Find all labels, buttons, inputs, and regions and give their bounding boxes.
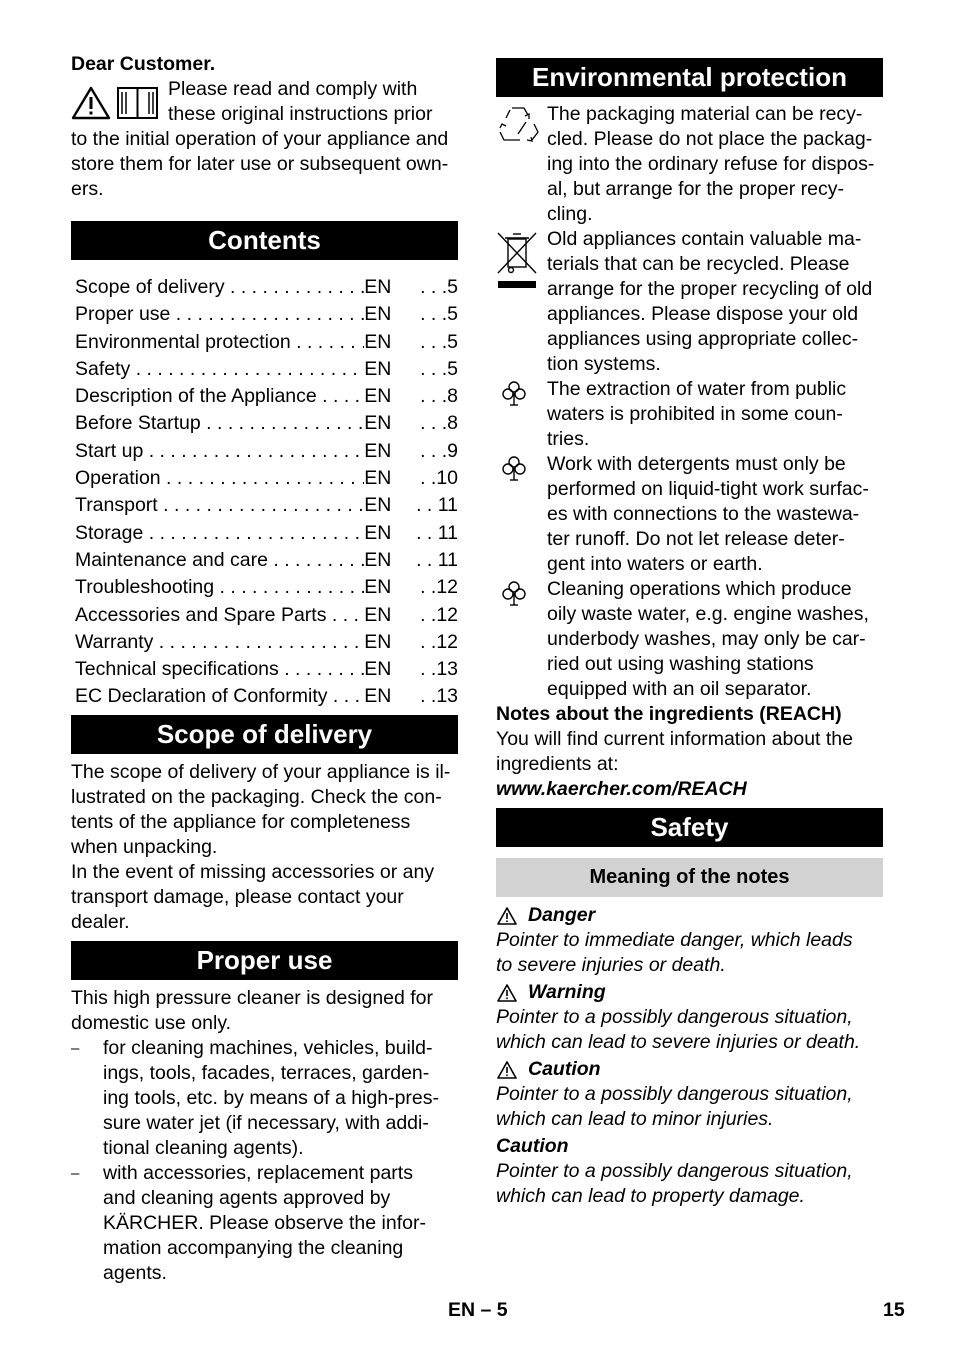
note-line: Pointer to a possibly dangerous situation,: [496, 1083, 853, 1105]
scope-heading: Scope of delivery: [71, 715, 458, 754]
env-item: [496, 452, 883, 577]
greeting: Dear Customer.: [71, 53, 216, 75]
env-line: cled. Please do not place the packag-: [547, 128, 873, 150]
toc-title: Environmental protection . . .: [75, 329, 364, 356]
env-line: al, but arrange for the proper recy-: [547, 178, 844, 200]
note-line: which can lead to property damage.: [496, 1185, 805, 1207]
env-line: The extraction of water from public: [547, 378, 847, 400]
list-item-line: KÄRCHER. Please observe the infor-: [103, 1211, 426, 1234]
list-item-line: – for cleaning machines, vehicles, build-: [103, 1036, 433, 1059]
reach-line: ingredients at:: [496, 753, 619, 775]
intro-line: Please read and comply with: [168, 78, 418, 100]
intro-block: [71, 52, 458, 202]
toc-row[interactable]: [75, 520, 458, 547]
proper-use-line: This high pressure cleaner is designed for: [71, 986, 434, 1009]
reach-link[interactable]: www.kaercher.com/REACH: [496, 778, 747, 800]
note-line: to severe injuries or death.: [496, 954, 726, 976]
toc-row[interactable]: [75, 629, 458, 656]
toc-lang: EN: [364, 303, 392, 326]
note-line: which can lead to minor injuries.: [496, 1108, 774, 1130]
toc-lang: EN: [364, 658, 392, 681]
toc-page: . .13: [420, 658, 459, 681]
toc-page: . . .8: [420, 385, 459, 408]
note-danger: [496, 903, 883, 928]
env-line: oily waste water, e.g. engine washes,: [547, 603, 869, 625]
toc-page: . . 11: [416, 494, 459, 517]
proper-use-line: domestic use only.: [71, 1011, 232, 1034]
intro-line: ers.: [71, 178, 104, 200]
toc-title: Troubleshooting . . .: [75, 574, 364, 601]
warning-triangle-icon: [496, 1060, 518, 1080]
note-warning: [496, 980, 883, 1005]
scope-line: lustrated on the packaging. Check the con-: [71, 785, 442, 808]
env-line: waters is prohibited in some coun-: [547, 403, 843, 425]
toc-title: Description of the Appliance . . .: [75, 383, 364, 410]
toc-row[interactable]: [75, 492, 458, 519]
intro-line: these original instructions prior: [168, 103, 433, 125]
env-line: terials that can be recycled. Please: [547, 253, 850, 275]
note-title: Danger: [528, 904, 596, 926]
toc-page: . .12: [420, 576, 459, 599]
table-of-contents: [75, 274, 458, 711]
toc-row[interactable]: [75, 356, 458, 383]
list-item-line: tional cleaning agents).: [103, 1136, 304, 1159]
scope-line: tents of the appliance for completeness: [71, 810, 411, 833]
toc-lang: EN: [364, 412, 392, 435]
toc-lang: EN: [364, 521, 392, 544]
proper-use-heading: Proper use: [71, 941, 458, 980]
env-line: The packaging material can be recy-: [547, 103, 863, 125]
intro-line: store them for later use or subsequent own-: [71, 153, 449, 175]
toc-page: . . .5: [420, 357, 459, 380]
note-caution: [496, 1057, 883, 1082]
environment-leaf-icon: [500, 454, 528, 482]
toc-title: Safety . . .: [75, 356, 364, 383]
env-line: performed on liquid-tight work surfac-: [547, 478, 869, 500]
env-line: ried out using washing stations: [547, 653, 814, 675]
toc-page: . .13: [420, 685, 459, 708]
env-line: es with connections to the wastewa-: [547, 503, 860, 525]
env-item: [496, 577, 883, 702]
warning-triangle-icon: [73, 88, 109, 118]
env-item: [496, 377, 883, 452]
notes-subheading: Meaning of the notes: [496, 858, 883, 897]
environment-heading: Environmental protection: [496, 58, 883, 97]
note-line: Pointer to a possibly dangerous situation,: [496, 1006, 853, 1028]
toc-row[interactable]: [75, 329, 458, 356]
env-line: appliances. Please dispose your old: [547, 303, 859, 325]
toc-page: . .10: [420, 467, 459, 490]
warning-triangle-icon: [496, 983, 518, 1003]
toc-row[interactable]: [75, 410, 458, 437]
note-caution-property: [496, 1134, 883, 1159]
env-line: gent into waters or earth.: [547, 553, 763, 575]
footer-page-number: 15: [883, 1299, 905, 1321]
env-line: Cleaning operations which produce: [547, 578, 852, 600]
toc-lang: EN: [364, 330, 392, 353]
list-item-line: ing tools, etc. by means of a high-pres-: [103, 1086, 440, 1109]
warning-triangle-icon: [496, 906, 518, 926]
env-line: tries.: [547, 428, 590, 450]
toc-lang: EN: [364, 467, 392, 490]
toc-row[interactable]: [75, 465, 458, 492]
note-title: Caution: [496, 1135, 569, 1157]
reach-line: You will find current information about the: [496, 728, 853, 750]
note-line: Pointer to immediate danger, which leads: [496, 929, 853, 951]
toc-page: . . .8: [420, 412, 459, 435]
note-title: Warning: [528, 981, 606, 1003]
left-column: [71, 52, 458, 1286]
scope-line: The scope of delivery of your appliance is il-: [71, 760, 451, 783]
env-line: arrange for the proper recycling of old: [547, 278, 873, 300]
toc-lang: EN: [364, 603, 392, 626]
env-item: [496, 102, 883, 227]
intro-line: to the initial operation of your appliance and: [71, 128, 449, 150]
toc-row[interactable]: [75, 656, 458, 683]
proper-use-body: [71, 986, 458, 1286]
list-item: [71, 1036, 458, 1161]
env-item: [496, 227, 883, 377]
env-line: appliances using appropriate collec-: [547, 328, 859, 350]
scope-line: when unpacking.: [71, 835, 218, 858]
toc-title: Proper use . . .: [75, 301, 364, 328]
right-column: [496, 58, 883, 1209]
safety-heading: Safety: [496, 808, 883, 847]
note-title: Caution: [528, 1058, 601, 1080]
toc-title: EC Declaration of Conformity . . .: [75, 683, 364, 710]
toc-title: Accessories and Spare Parts . . .: [75, 602, 364, 629]
scope-line: In the event of missing accessories or any: [71, 860, 435, 883]
toc-lang: EN: [364, 276, 392, 298]
toc-title: Before Startup . . .: [75, 410, 364, 437]
toc-title: Maintenance and care . . .: [75, 547, 364, 574]
list-item-line: – with accessories, replacement parts: [103, 1161, 413, 1184]
env-line: tion systems.: [547, 353, 661, 375]
proper-use-list: [71, 1036, 458, 1286]
crossed-bin-icon: [496, 229, 540, 295]
contents-heading: Contents: [71, 221, 458, 260]
environment-body: [496, 102, 883, 802]
scope-body: [71, 760, 458, 935]
toc-page: . . .5: [420, 330, 459, 353]
note-line: which can lead to severe injuries or death.: [496, 1031, 861, 1053]
toc-page: . . .5: [420, 303, 459, 326]
toc-page: . . .9: [420, 439, 459, 462]
env-line: Old appliances contain valuable ma-: [547, 228, 862, 250]
toc-lang: EN: [364, 385, 392, 408]
environment-leaf-icon: [500, 579, 528, 607]
scope-line: dealer.: [71, 910, 130, 933]
toc-lang: EN: [364, 357, 392, 380]
toc-lang: EN: [364, 576, 392, 599]
toc-row[interactable]: [75, 547, 458, 574]
intro-icons: [71, 86, 161, 120]
toc-page: . . 11: [416, 548, 459, 571]
env-line: ing into the ordinary refuse for dispos-: [547, 153, 875, 175]
toc-row[interactable]: [75, 301, 458, 328]
env-line: cling.: [547, 203, 593, 225]
toc-title: Storage . . .: [75, 520, 364, 547]
toc-row[interactable]: [75, 383, 458, 410]
reach-heading: Notes about the ingredients (REACH): [496, 703, 842, 725]
toc-row[interactable]: [75, 274, 458, 301]
toc-title: Warranty . . .: [75, 629, 364, 656]
toc-page: . . 11: [416, 521, 459, 544]
toc-title: Transport . . .: [75, 492, 364, 519]
recycle-icon: [496, 104, 540, 144]
toc-row[interactable]: [75, 602, 458, 629]
list-item-line: sure water jet (if necessary, with addi-: [103, 1111, 429, 1134]
list-item-line: mation accompanying the cleaning: [103, 1236, 404, 1259]
list-item-line: agents.: [103, 1261, 167, 1284]
safety-notes: [496, 903, 883, 1209]
list-item-line: and cleaning agents approved by: [103, 1186, 391, 1209]
toc-title: Start up . . .: [75, 438, 364, 465]
toc-title: Operation . . .: [75, 465, 364, 492]
toc-lang: EN: [364, 439, 392, 462]
toc-lang: EN: [364, 494, 392, 517]
environment-leaf-icon: [500, 379, 528, 407]
toc-title: Technical specifications . . .: [75, 656, 364, 683]
toc-row[interactable]: [75, 574, 458, 601]
env-line: ter runoff. Do not let release deter-: [547, 528, 845, 550]
toc-lang: EN: [364, 685, 392, 708]
scope-line: transport damage, please contact your: [71, 885, 404, 908]
toc-lang: EN: [364, 548, 392, 571]
manual-book-icon: [118, 88, 157, 118]
toc-page: . . .5: [420, 276, 459, 298]
footer-section-page: EN – 5: [448, 1299, 508, 1321]
list-item-line: ings, tools, facades, terraces, garden-: [103, 1061, 430, 1084]
env-line: Work with detergents must only be: [547, 453, 846, 475]
toc-row[interactable]: [75, 438, 458, 465]
toc-page: . .12: [420, 603, 459, 626]
toc-page: . .12: [420, 630, 459, 653]
toc-lang: EN: [364, 630, 392, 653]
list-item: [71, 1161, 458, 1286]
note-line: Pointer to a possibly dangerous situation,: [496, 1160, 853, 1182]
toc-title: Scope of delivery . . .: [75, 274, 364, 301]
toc-row[interactable]: [75, 683, 458, 710]
env-line: equipped with an oil separator.: [547, 678, 812, 700]
env-line: underbody washes, may only be car-: [547, 628, 866, 650]
